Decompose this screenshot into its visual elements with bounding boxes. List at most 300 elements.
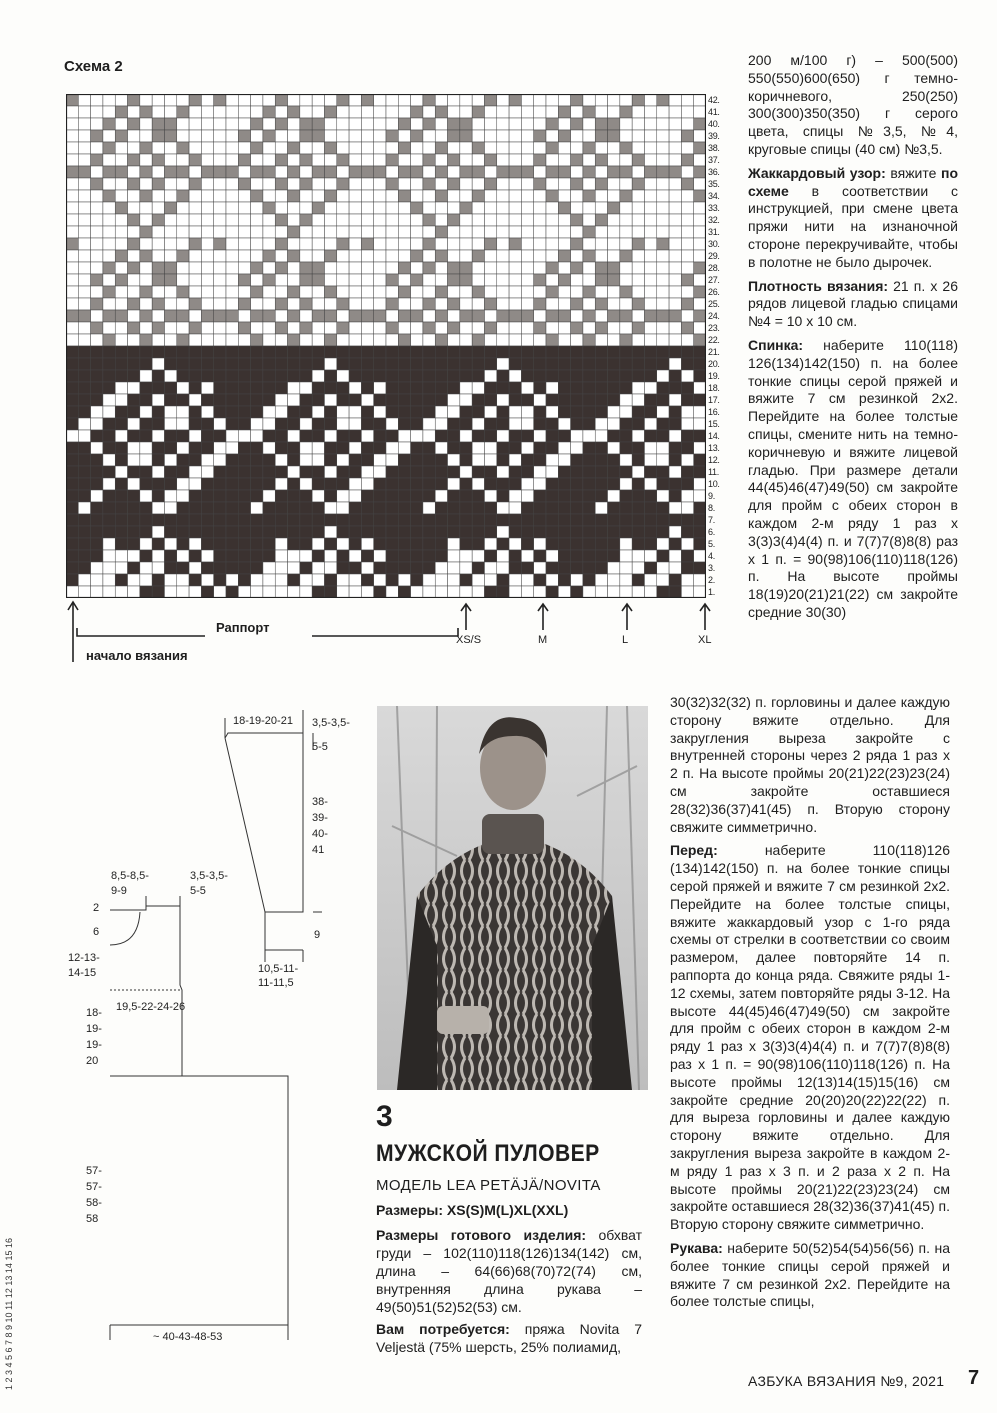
chart-cell [189, 406, 201, 418]
chart-cell [164, 358, 176, 370]
chart-cell [349, 238, 361, 250]
chart-cell [128, 178, 140, 190]
chart-cell [263, 478, 275, 490]
chart-cell [669, 106, 681, 118]
chart-cell [472, 166, 484, 178]
chart-cell [386, 202, 398, 214]
chart-cell [595, 586, 607, 598]
chart-cell [620, 586, 632, 598]
chart-cell [66, 262, 78, 274]
chart-cell [152, 94, 164, 106]
chart-cell [509, 466, 521, 478]
chart-cell [300, 562, 312, 574]
chart-cell [263, 502, 275, 514]
chart-cell [91, 538, 103, 550]
chart-cell [177, 142, 189, 154]
chart-cell [571, 250, 583, 262]
chart-cell [448, 454, 460, 466]
chart-cell [312, 574, 324, 586]
chart-cell [91, 586, 103, 598]
chart-cell [694, 406, 706, 418]
chart-cell [694, 202, 706, 214]
chart-cell [681, 538, 693, 550]
chart-cell [657, 562, 669, 574]
instructions-right-column [748, 52, 958, 622]
chart-cell [91, 94, 103, 106]
chart-cell [91, 562, 103, 574]
chart-cell [644, 382, 656, 394]
chart-cell [288, 274, 300, 286]
chart-cell [374, 106, 386, 118]
chart-cell [423, 322, 435, 334]
chart-cell [91, 202, 103, 214]
chart-cell [177, 514, 189, 526]
chart-cell [644, 202, 656, 214]
chart-cell [66, 418, 78, 430]
chart-cell [152, 310, 164, 322]
chart-cell [251, 94, 263, 106]
chart-cell [521, 286, 533, 298]
chart-cell [534, 526, 546, 538]
chart-cell [66, 118, 78, 130]
chart-cell [66, 250, 78, 262]
chart-cell [571, 142, 583, 154]
chart-cell [140, 214, 152, 226]
chart-cell [152, 202, 164, 214]
chart-cell [128, 262, 140, 274]
chart-cell [657, 94, 669, 106]
chart-cell [349, 454, 361, 466]
chart-cell [103, 238, 115, 250]
chart-cell [484, 322, 496, 334]
chart-cell [608, 334, 620, 346]
chart-cell [361, 310, 373, 322]
chart-cell [460, 262, 472, 274]
chart-cell [423, 490, 435, 502]
chart-cell [337, 526, 349, 538]
chart-cell [214, 454, 226, 466]
chart-cell [583, 514, 595, 526]
chart-cell [497, 142, 509, 154]
chart-cell [238, 334, 250, 346]
chart-cell [497, 238, 509, 250]
chart-cell [460, 178, 472, 190]
chart-cell [214, 310, 226, 322]
chart-cell [386, 298, 398, 310]
chart-cell [472, 466, 484, 478]
chart-cell [201, 250, 213, 262]
chart-cell [669, 430, 681, 442]
chart-cell [644, 346, 656, 358]
chart-cell [608, 478, 620, 490]
chart-cell [337, 394, 349, 406]
chart-cell [583, 526, 595, 538]
chart-cell [263, 586, 275, 598]
chart-cell [103, 502, 115, 514]
chart-cell [300, 370, 312, 382]
chart-cell [398, 406, 410, 418]
chart-cell [411, 562, 423, 574]
jacquard-chart [66, 94, 706, 598]
chart-cell [128, 574, 140, 586]
chart-cell [300, 346, 312, 358]
chart-cell [521, 94, 533, 106]
chart-cell [632, 358, 644, 370]
chart-cell [608, 358, 620, 370]
dim-neck-width-1: 8,5-8,5- [111, 870, 149, 882]
chart-cell [361, 454, 373, 466]
chart-cell [177, 322, 189, 334]
chart-cell [300, 430, 312, 442]
chart-cell [91, 442, 103, 454]
chart-cell [189, 178, 201, 190]
chart-cell [128, 202, 140, 214]
chart-cell [583, 238, 595, 250]
chart-cell [681, 334, 693, 346]
chart-cell [669, 262, 681, 274]
chart-cell [534, 538, 546, 550]
chart-cell [583, 454, 595, 466]
chart-cell [177, 178, 189, 190]
chart-cell [275, 382, 287, 394]
chart-cell [521, 178, 533, 190]
chart-cell [214, 346, 226, 358]
chart-cell [484, 430, 496, 442]
row-number: 9. [708, 490, 715, 501]
row-number: 15. [708, 418, 720, 429]
chart-cell [534, 154, 546, 166]
chart-cell [275, 406, 287, 418]
chart-cell [251, 118, 263, 130]
chart-cell [312, 406, 324, 418]
chart-cell [374, 394, 386, 406]
chart-cell [546, 358, 558, 370]
chart-cell [398, 562, 410, 574]
chart-cell [546, 586, 558, 598]
chart-cell [300, 478, 312, 490]
chart-cell [263, 298, 275, 310]
chart-cell [423, 166, 435, 178]
chart-cell [300, 538, 312, 550]
chart-cell [423, 466, 435, 478]
chart-cell [681, 454, 693, 466]
chart-cell [164, 250, 176, 262]
chart-cell [152, 454, 164, 466]
chart-cell [251, 286, 263, 298]
row-number: 17. [708, 394, 720, 405]
chart-cell [448, 334, 460, 346]
chart-cell [546, 370, 558, 382]
chart-cell [534, 490, 546, 502]
chart-cell [337, 154, 349, 166]
chart-cell [128, 526, 140, 538]
chart-cell [657, 406, 669, 418]
chart-cell [128, 418, 140, 430]
chart-cell [128, 454, 140, 466]
chart-cell [324, 574, 336, 586]
chart-cell [583, 106, 595, 118]
chart-cell [312, 346, 324, 358]
chart-cell [546, 94, 558, 106]
chart-cell [177, 238, 189, 250]
chart-cell [152, 250, 164, 262]
need-text: пряжа Novita 7 Veljestä (75% шерсть, 25% полиамид, [376, 1321, 642, 1355]
chart-cell [103, 94, 115, 106]
chart-cell [558, 430, 570, 442]
chart-cell [263, 466, 275, 478]
chart-cell [275, 202, 287, 214]
chart-cell [361, 442, 373, 454]
chart-cell [546, 322, 558, 334]
chart-cell [66, 382, 78, 394]
chart-cell [398, 178, 410, 190]
chart-cell [140, 442, 152, 454]
chart-cell [534, 262, 546, 274]
chart-cell [571, 418, 583, 430]
chart-cell [669, 322, 681, 334]
chart-cell [115, 298, 127, 310]
chart-cell [238, 166, 250, 178]
chart-cell [583, 370, 595, 382]
chart-cell [152, 286, 164, 298]
chart-cell [644, 358, 656, 370]
chart-cell [484, 166, 496, 178]
chart-cell [386, 358, 398, 370]
chart-cell [657, 502, 669, 514]
chart-cell [263, 418, 275, 430]
chart-cell [497, 562, 509, 574]
chart-cell [152, 154, 164, 166]
chart-cell [177, 562, 189, 574]
chart-cell [681, 298, 693, 310]
chart-cell [644, 562, 656, 574]
chart-cell [324, 106, 336, 118]
chart-cell [657, 214, 669, 226]
chart-cell [140, 382, 152, 394]
chart-cell [472, 310, 484, 322]
chart-cell [103, 538, 115, 550]
chart-cell [189, 298, 201, 310]
chart-cell [583, 430, 595, 442]
chart-cell [140, 202, 152, 214]
chart-cell [534, 94, 546, 106]
chart-cell [349, 298, 361, 310]
chart-cell [386, 502, 398, 514]
chart-cell [411, 262, 423, 274]
chart-cell [115, 130, 127, 142]
chart-cell [521, 214, 533, 226]
row-number: 32. [708, 214, 720, 225]
chart-cell [398, 310, 410, 322]
chart-cell [435, 214, 447, 226]
chart-cell [411, 538, 423, 550]
chart-cell [571, 586, 583, 598]
chart-cell [238, 226, 250, 238]
chart-cell [349, 262, 361, 274]
row-number: 20. [708, 358, 720, 369]
chart-cell [312, 286, 324, 298]
chart-cell [66, 166, 78, 178]
chart-cell [509, 394, 521, 406]
chart-cell [644, 286, 656, 298]
chart-cell [411, 346, 423, 358]
chart-cell [546, 214, 558, 226]
chart-cell [460, 202, 472, 214]
chart-cell [263, 526, 275, 538]
chart-cell [288, 382, 300, 394]
dim-sleeve-bottom-1: 10,5-11- [258, 963, 299, 975]
chart-cell [349, 310, 361, 322]
chart-cell [91, 214, 103, 226]
chart-cell [681, 586, 693, 598]
chart-cell [251, 154, 263, 166]
body-lower-outline [110, 1076, 288, 1325]
chart-cell [694, 454, 706, 466]
chart-cell [632, 118, 644, 130]
chart-cell [632, 394, 644, 406]
dim-sleeve-len-4: 41 [312, 844, 325, 856]
chart-cell [632, 346, 644, 358]
chart-cell [128, 142, 140, 154]
chart-cell [115, 238, 127, 250]
chart-cell [484, 178, 496, 190]
chart-cell [509, 94, 521, 106]
chart-cell [472, 298, 484, 310]
chart-cell [435, 358, 447, 370]
chart-cell [694, 130, 706, 142]
chart-cell [620, 550, 632, 562]
chart-cell [546, 106, 558, 118]
chart-cell [128, 346, 140, 358]
chart-cell [632, 490, 644, 502]
chart-cell [472, 394, 484, 406]
chart-cell [66, 550, 78, 562]
chart-cell [558, 154, 570, 166]
chart-cell [484, 226, 496, 238]
chart-cell [91, 430, 103, 442]
chart-cell [226, 202, 238, 214]
chart-cell [103, 526, 115, 538]
chart-cell [534, 250, 546, 262]
chart-cell [288, 262, 300, 274]
chart-cell [484, 370, 496, 382]
chart-cell [608, 466, 620, 478]
chart-cell [435, 166, 447, 178]
chart-cell [644, 502, 656, 514]
chart-cell [140, 550, 152, 562]
chart-cell [509, 274, 521, 286]
chart-cell [595, 250, 607, 262]
chart-cell [571, 478, 583, 490]
chart-cell [571, 370, 583, 382]
chart-cell [472, 418, 484, 430]
chart-cell [324, 502, 336, 514]
chart-cell [558, 286, 570, 298]
chart-cell [595, 430, 607, 442]
chart-cell [558, 562, 570, 574]
chart-cell [644, 526, 656, 538]
chart-cell [78, 466, 90, 478]
chart-cell [571, 550, 583, 562]
chart-cell [681, 370, 693, 382]
chart-cell [398, 454, 410, 466]
chart-cell [435, 310, 447, 322]
chart-cell [226, 538, 238, 550]
chart-cell [238, 430, 250, 442]
chart-cell [546, 382, 558, 394]
chart-cell [583, 226, 595, 238]
chart-cell [497, 478, 509, 490]
chart-cell [423, 334, 435, 346]
chart-cell [66, 394, 78, 406]
chart-cell [312, 142, 324, 154]
chart-cell [91, 418, 103, 430]
chart-cell [312, 154, 324, 166]
chart-cell [632, 370, 644, 382]
chart-cell [164, 226, 176, 238]
chart-cell [558, 238, 570, 250]
chart-cell [226, 262, 238, 274]
chart-cell [337, 586, 349, 598]
chart-cell [423, 346, 435, 358]
chart-cell [521, 574, 533, 586]
chart-cell [238, 178, 250, 190]
chart-cell [275, 526, 287, 538]
chart-cell [620, 334, 632, 346]
chart-cell [214, 406, 226, 418]
chart-cell [644, 310, 656, 322]
chart-cell [386, 322, 398, 334]
chart-cell [115, 166, 127, 178]
chart-cell [608, 298, 620, 310]
chart-cell [558, 310, 570, 322]
chart-cell [214, 382, 226, 394]
chart-cell [571, 322, 583, 334]
chart-cell [164, 298, 176, 310]
chart-cell [521, 442, 533, 454]
chart-cell [324, 94, 336, 106]
chart-cell [226, 154, 238, 166]
chart-cell [632, 298, 644, 310]
chart-cell [386, 142, 398, 154]
chart-cell [349, 358, 361, 370]
chart-cell [423, 538, 435, 550]
chart-cell [128, 562, 140, 574]
chart-cell [238, 250, 250, 262]
chart-cell [214, 202, 226, 214]
chart-cell [521, 466, 533, 478]
chart-cell [484, 190, 496, 202]
chart-cell [411, 382, 423, 394]
chart-cell [644, 334, 656, 346]
chart-cell [497, 346, 509, 358]
chart-cell [103, 394, 115, 406]
chart-cell [300, 586, 312, 598]
chart-cell [620, 406, 632, 418]
chart-cell [448, 478, 460, 490]
chart-cell [534, 574, 546, 586]
chart-cell [361, 574, 373, 586]
chart-cell [128, 490, 140, 502]
chart-cell [214, 442, 226, 454]
chart-cell [595, 178, 607, 190]
chart-cell [66, 478, 78, 490]
chart-cell [681, 430, 693, 442]
chart-cell [324, 298, 336, 310]
chart-cell [620, 298, 632, 310]
chart-cell [694, 322, 706, 334]
row-number: 36. [708, 166, 720, 177]
